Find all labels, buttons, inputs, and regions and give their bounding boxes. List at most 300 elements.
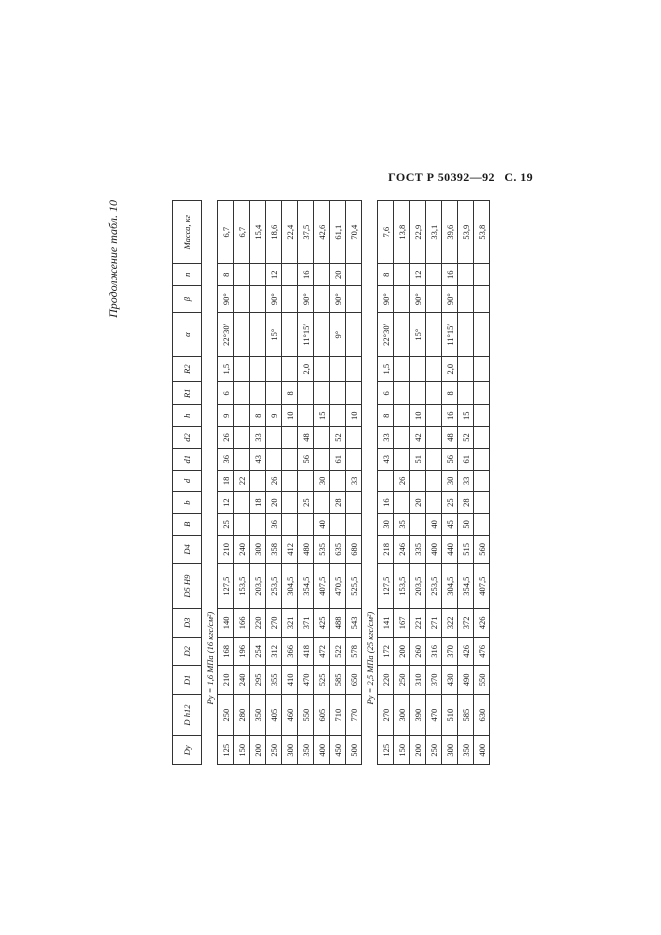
table-cell (426, 286, 442, 313)
table-cell (234, 382, 250, 405)
table-cell: 141 (378, 609, 394, 638)
table-cell (346, 427, 362, 449)
standard-number: ГОСТ Р 50392—92 (388, 170, 495, 184)
table-cell: 300 (442, 736, 458, 765)
table-cell: 426 (474, 609, 490, 638)
table-cell (394, 286, 410, 313)
table-cell: 472 (314, 637, 330, 666)
table-cell: 335 (410, 535, 426, 564)
table-cell: 150 (394, 736, 410, 765)
table-cell (330, 357, 346, 382)
table-cell: 203,5 (410, 564, 426, 609)
table-cell: 30 (314, 470, 330, 492)
table-cell: 550 (474, 666, 490, 695)
table-cell: 90° (410, 286, 426, 313)
table-cell (282, 427, 298, 449)
column-header: h (173, 405, 202, 427)
table-cell: 500 (346, 736, 362, 765)
table-cell (474, 264, 490, 286)
table-cell (266, 357, 282, 382)
table-cell (314, 427, 330, 449)
table-cell (250, 382, 266, 405)
table-cell: 42,6 (314, 201, 330, 264)
table-cell: 358 (266, 535, 282, 564)
table-cell (410, 470, 426, 492)
table-cell: 22°30′ (218, 313, 234, 357)
table-cell: 246 (394, 535, 410, 564)
column-header: n (173, 264, 202, 286)
table-cell: 7,6 (378, 201, 394, 264)
table-cell: 40 (314, 513, 330, 535)
table-cell: 50 (458, 513, 474, 535)
table-cell: 366 (282, 637, 298, 666)
table-cell: 20 (410, 492, 426, 514)
table-cell (250, 513, 266, 535)
table-cell: 210 (218, 535, 234, 564)
table-cell (234, 286, 250, 313)
table-cell (458, 286, 474, 313)
table-cell (346, 357, 362, 382)
table-cell (346, 313, 362, 357)
table-cell (458, 264, 474, 286)
table-cell: 253,5 (266, 564, 282, 609)
table-cell: 400 (474, 736, 490, 765)
table-cell: 53,9 (458, 201, 474, 264)
table-cell: 350 (298, 736, 314, 765)
table-cell: 240 (234, 666, 250, 695)
table-cell: 90° (330, 286, 346, 313)
table-cell (346, 286, 362, 313)
table-cell: 370 (426, 666, 442, 695)
table-cell: 35 (394, 513, 410, 535)
table-cell (346, 513, 362, 535)
table-cell (426, 448, 442, 470)
table-cell: 48 (298, 427, 314, 449)
table-cell: 480 (298, 535, 314, 564)
table-cell: 8 (218, 264, 234, 286)
table-cell: 410 (282, 666, 298, 695)
table-cell (330, 382, 346, 405)
table-cell: 33 (250, 427, 266, 449)
table-cell: 310 (410, 666, 426, 695)
table-row (394, 201, 410, 765)
table-cell (266, 427, 282, 449)
table-cell: 221 (410, 609, 426, 638)
table-cell (298, 382, 314, 405)
table-cell: 18,6 (266, 201, 282, 264)
table-cell: 426 (458, 637, 474, 666)
table-cell: 30 (442, 470, 458, 492)
table-cell: 418 (298, 637, 314, 666)
table-cell: 52 (330, 427, 346, 449)
table-cell: 70,4 (346, 201, 362, 264)
table-cell: 250 (266, 736, 282, 765)
table-cell: 10 (282, 405, 298, 427)
table-cell: 400 (426, 535, 442, 564)
table-cell (474, 357, 490, 382)
table-row (250, 201, 266, 765)
table-cell: 525 (314, 666, 330, 695)
table-row (378, 201, 394, 765)
table-cell: 260 (410, 637, 426, 666)
column-header: D3 (173, 609, 202, 638)
table-cell (282, 492, 298, 514)
table-cell: 450 (330, 736, 346, 765)
table-cell (282, 264, 298, 286)
table-cell (298, 513, 314, 535)
table-cell: 522 (330, 637, 346, 666)
table-cell: 476 (474, 637, 490, 666)
column-header: Масса, кг (173, 201, 202, 264)
table-cell (474, 286, 490, 313)
table-cell (330, 470, 346, 492)
table-cell: 460 (282, 694, 298, 736)
table-cell: 350 (458, 736, 474, 765)
table-cell: 710 (330, 694, 346, 736)
table-cell (250, 313, 266, 357)
table-cell: 11°15′ (298, 313, 314, 357)
table-cell (394, 357, 410, 382)
table-cell: 322 (442, 609, 458, 638)
table-cell: 240 (234, 535, 250, 564)
table-cell: 407,5 (314, 564, 330, 609)
table-cell: 770 (346, 694, 362, 736)
table-cell: 220 (250, 609, 266, 638)
table-cell (474, 470, 490, 492)
section-heading-row (362, 201, 378, 765)
table-cell: 203,5 (250, 564, 266, 609)
table-cell: 250 (426, 736, 442, 765)
table-cell: 585 (458, 694, 474, 736)
table-cell: 42 (410, 427, 426, 449)
section-heading-row (202, 201, 218, 765)
table-cell: 405 (266, 694, 282, 736)
table-cell: 39,6 (442, 201, 458, 264)
table-cell: 53,8 (474, 201, 490, 264)
table-cell (346, 264, 362, 286)
table-cell (250, 470, 266, 492)
table-cell: 33 (346, 470, 362, 492)
table-cell: 635 (330, 535, 346, 564)
table-cell: 253,5 (426, 564, 442, 609)
table-cell (282, 448, 298, 470)
table-cell (474, 492, 490, 514)
table-cell: 40 (426, 513, 442, 535)
table-row (426, 201, 442, 765)
table-cell: 22,9 (410, 201, 426, 264)
column-header: β (173, 286, 202, 313)
table-header-row (173, 201, 202, 765)
table-cell: 630 (474, 694, 490, 736)
table-cell (234, 264, 250, 286)
table-cell (330, 513, 346, 535)
table-cell: 140 (218, 609, 234, 638)
table-cell (234, 313, 250, 357)
table-cell (314, 286, 330, 313)
table-cell (234, 405, 250, 427)
table-cell: 1,5 (218, 357, 234, 382)
table-cell (394, 382, 410, 405)
table-cell (426, 405, 442, 427)
table-cell: 270 (266, 609, 282, 638)
table-cell: 6,7 (218, 201, 234, 264)
table-cell: 16 (298, 264, 314, 286)
table-cell (410, 382, 426, 405)
table-cell: 15° (410, 313, 426, 357)
table-cell: 8 (282, 382, 298, 405)
table-cell: 51 (410, 448, 426, 470)
table-cell: 127,5 (378, 564, 394, 609)
table-cell: 304,5 (282, 564, 298, 609)
table-cell: 1,5 (378, 357, 394, 382)
table-cell: 220 (378, 666, 394, 695)
table-cell: 585 (330, 666, 346, 695)
table-cell (474, 405, 490, 427)
table-cell: 36 (266, 513, 282, 535)
page-header (382, 170, 533, 185)
table-cell: 371 (298, 609, 314, 638)
table-cell (394, 313, 410, 357)
table-cell: 390 (410, 694, 426, 736)
table-cell (426, 313, 442, 357)
table-cell (234, 427, 250, 449)
table-cell: 316 (426, 637, 442, 666)
table-cell (426, 427, 442, 449)
table-cell: 200 (250, 736, 266, 765)
table-cell: 525,5 (346, 564, 362, 609)
table-cell (394, 264, 410, 286)
table-cell: 510 (442, 694, 458, 736)
table-cell (234, 492, 250, 514)
table-cell: 412 (282, 535, 298, 564)
table-cell: 400 (314, 736, 330, 765)
table-cell: 48 (442, 427, 458, 449)
table-cell: 8 (378, 264, 394, 286)
table-cell (282, 470, 298, 492)
table-cell: 6,7 (234, 201, 250, 264)
page-number: С. 19 (504, 170, 533, 184)
table-cell: 218 (378, 535, 394, 564)
table-row (234, 201, 250, 765)
table-cell: 15,4 (250, 201, 266, 264)
section-heading: Pу = 2,5 МПа (25 кгс/см²) (362, 201, 378, 765)
dimension-table (172, 200, 490, 765)
table-cell (234, 448, 250, 470)
table-cell: 515 (458, 535, 474, 564)
column-header: b (173, 492, 202, 514)
table-caption: Продолжение табл. 10 (106, 200, 120, 318)
table-cell: 12 (266, 264, 282, 286)
table-cell: 254 (250, 637, 266, 666)
table-cell: 535 (314, 535, 330, 564)
table-cell: 22°30′ (378, 313, 394, 357)
table-cell (330, 405, 346, 427)
table-row (218, 201, 234, 765)
table-cell: 12 (218, 492, 234, 514)
table-row (346, 201, 362, 765)
table-cell: 354,5 (298, 564, 314, 609)
table-cell: 61 (330, 448, 346, 470)
table-cell: 33 (378, 427, 394, 449)
table-cell (282, 357, 298, 382)
table-cell: 167 (394, 609, 410, 638)
table-cell: 370 (442, 637, 458, 666)
column-header: D2 (173, 637, 202, 666)
table-cell (394, 405, 410, 427)
table-cell: 25 (298, 492, 314, 514)
table-cell: 6 (378, 382, 394, 405)
table-cell (410, 357, 426, 382)
table-cell (410, 513, 426, 535)
table-cell: 490 (458, 666, 474, 695)
table-cell: 20 (266, 492, 282, 514)
table-cell: 300 (282, 736, 298, 765)
table-cell (458, 313, 474, 357)
table-cell: 470 (298, 666, 314, 695)
column-header: R2 (173, 357, 202, 382)
table-cell: 440 (442, 535, 458, 564)
table-cell: 90° (266, 286, 282, 313)
table-cell: 15 (314, 405, 330, 427)
table-cell: 166 (234, 609, 250, 638)
table-cell (314, 313, 330, 357)
table-cell: 11°15′ (442, 313, 458, 357)
column-header: D4 (173, 535, 202, 564)
table-cell: 470 (426, 694, 442, 736)
table-cell: 13,8 (394, 201, 410, 264)
table-cell: 43 (378, 448, 394, 470)
table-cell: 26 (218, 427, 234, 449)
table-cell: 304,5 (442, 564, 458, 609)
table-cell (250, 357, 266, 382)
table-cell: 30 (378, 513, 394, 535)
table-cell (394, 448, 410, 470)
table-row (298, 201, 314, 765)
table-cell: 18 (218, 470, 234, 492)
table-cell: 10 (346, 405, 362, 427)
table-row (314, 201, 330, 765)
table-cell: 196 (234, 637, 250, 666)
table-cell: 8 (378, 405, 394, 427)
table-cell: 271 (426, 609, 442, 638)
table-cell: 354,5 (458, 564, 474, 609)
table-cell: 300 (394, 694, 410, 736)
table-cell (458, 382, 474, 405)
table-cell (346, 492, 362, 514)
table-cell: 650 (346, 666, 362, 695)
table-cell: 425 (314, 609, 330, 638)
section-heading: Pу = 1,6 МПа (16 кгс/см²) (202, 201, 218, 765)
table-cell: 45 (442, 513, 458, 535)
table-cell: 355 (266, 666, 282, 695)
table-body (202, 201, 490, 765)
table-cell: 210 (218, 666, 234, 695)
table-cell: 15 (458, 405, 474, 427)
table-cell (250, 286, 266, 313)
table-cell: 407,5 (474, 564, 490, 609)
table-cell (314, 448, 330, 470)
table-row (442, 201, 458, 765)
column-header: D1 (173, 666, 202, 695)
table-cell: 200 (410, 736, 426, 765)
table-cell: 125 (378, 736, 394, 765)
column-header: d1 (173, 448, 202, 470)
table-row (282, 201, 298, 765)
table-row (410, 201, 426, 765)
table-cell: 16 (378, 492, 394, 514)
table-cell: 150 (234, 736, 250, 765)
table-cell (266, 448, 282, 470)
table-cell: 16 (442, 264, 458, 286)
table-cell: 25 (218, 513, 234, 535)
table-cell (234, 357, 250, 382)
table-cell: 28 (330, 492, 346, 514)
table-cell (282, 513, 298, 535)
table-cell (282, 313, 298, 357)
table-cell: 312 (266, 637, 282, 666)
table-cell: 37,5 (298, 201, 314, 264)
table-cell: 90° (218, 286, 234, 313)
table-cell: 9 (218, 405, 234, 427)
table-cell (314, 382, 330, 405)
table-cell (314, 264, 330, 286)
table-cell: 680 (346, 535, 362, 564)
table-cell: 250 (394, 666, 410, 695)
table-cell: 22,4 (282, 201, 298, 264)
table-row (458, 201, 474, 765)
column-header: D5 H9 (173, 564, 202, 609)
table-cell: 9 (266, 405, 282, 427)
table-cell: 90° (378, 286, 394, 313)
table-cell: 372 (458, 609, 474, 638)
table-cell: 153,5 (234, 564, 250, 609)
table-cell (474, 313, 490, 357)
column-header: d2 (173, 427, 202, 449)
table-cell: 36 (218, 448, 234, 470)
table-cell: 560 (474, 535, 490, 564)
table-cell: 56 (442, 448, 458, 470)
table-cell (474, 427, 490, 449)
table-cell: 2,0 (442, 357, 458, 382)
table-cell: 43 (250, 448, 266, 470)
table-cell: 470,5 (330, 564, 346, 609)
table-cell: 280 (234, 694, 250, 736)
column-header: R1 (173, 382, 202, 405)
table-cell: 9° (330, 313, 346, 357)
table-cell: 125 (218, 736, 234, 765)
table-cell (394, 427, 410, 449)
table-cell: 295 (250, 666, 266, 695)
table-row (474, 201, 490, 765)
table-cell: 90° (442, 286, 458, 313)
table-cell: 56 (298, 448, 314, 470)
table-cell: 28 (458, 492, 474, 514)
table-cell: 18 (250, 492, 266, 514)
table-cell: 578 (346, 637, 362, 666)
table-cell (394, 492, 410, 514)
table-cell (314, 357, 330, 382)
table-cell: 250 (218, 694, 234, 736)
table-cell (346, 448, 362, 470)
table-cell: 168 (218, 637, 234, 666)
table-cell: 321 (282, 609, 298, 638)
table-cell: 90° (298, 286, 314, 313)
table-cell: 20 (330, 264, 346, 286)
table-cell (426, 357, 442, 382)
table-cell: 10 (410, 405, 426, 427)
table-cell (346, 382, 362, 405)
table-cell: 488 (330, 609, 346, 638)
